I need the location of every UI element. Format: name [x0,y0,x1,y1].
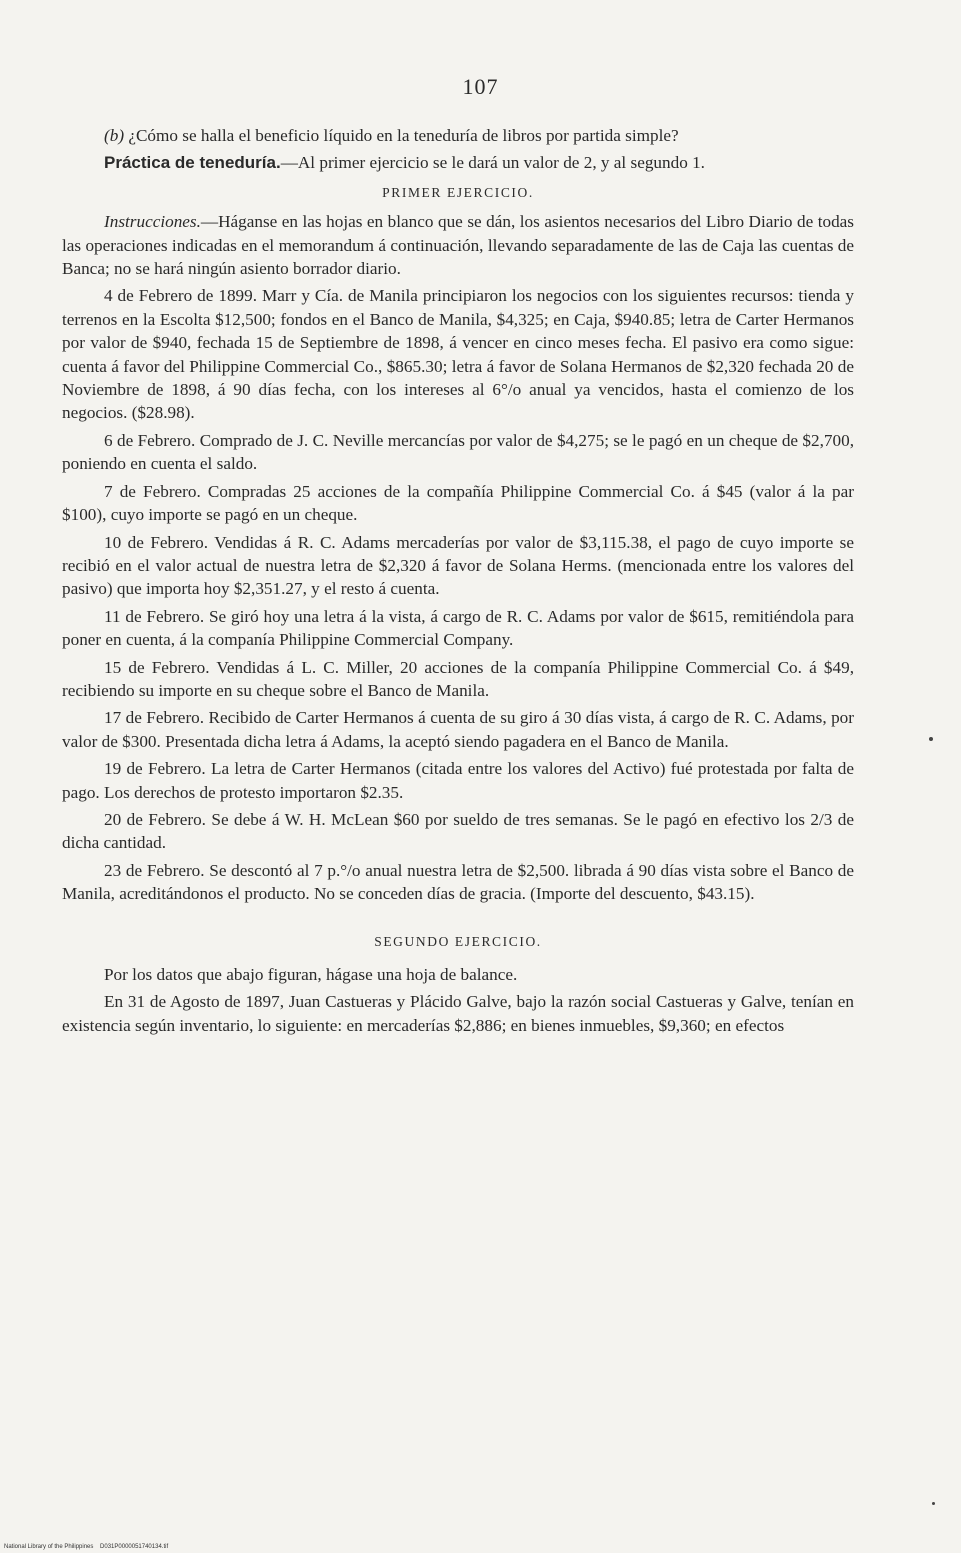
entry-paragraph: 23 de Febrero. Se descontó al 7 p.°/o anual nuestra letra de $2,500. librada á 90 días vista sobre el Banco de Manila, acreditándonos el producto. No se conceden días de gracia. (Importe del descuento, $43.15). [62,860,854,904]
scan-footer: National Library of the Philippines D031P0000051740134.tif [4,1544,169,1550]
segundo-paragraph: En 31 de Agosto de 1897, Juan Castueras y Plácido Galve, bajo la razón social Castueras y Galve, tenían en existencia según inventario, lo siguiente: en mercaderías $2,886; en bienes inmuebles, $9,360; en efectos [62,992,854,1035]
entry-paragraph: 17 de Febrero. Recibido de Carter Hermanos á cuenta de su giro á 30 días vista, á cargo de R. C. Adams, por valor de $300. Presentada dicha letra á Adams, la aceptó siendo pagadera en el Banco de Manila. [62,708,854,751]
scan-speck [929,737,933,741]
practica-heading: Práctica de teneduría. [104,153,281,173]
entry-paragraph: 15 de Febrero. Vendidas á L. C. Miller, 20 acciones de la companía Philippine Commercial Co. á $49, recibiendo su importe en su cheque sobre el Banco de Manila. [62,657,854,700]
instrucciones-label: Instrucciones. [104,212,201,232]
entry-paragraph: 19 de Febrero. La letra de Carter Hermanos (citada entre los valores del Activo) fué protestada por falta de pago. Los derechos de protesto importaron $2.35. [62,759,854,802]
entry-paragraph: 11 de Febrero. Se giró hoy una letra á la vista, á cargo de R. C. Adams por valor de $615, remitiéndola para poner en cuenta, á la companía Philippine Commercial Company. [62,606,854,650]
question-b-marker: (b) [104,126,125,145]
practica-paragraph [62,151,854,174]
question-b-paragraph [62,124,854,147]
instrucciones-paragraph [62,210,854,280]
primer-ejercicio-heading: PRIMER EJERCICIO. [382,184,534,200]
segundo-ejercicio-heading: SEGUNDO EJERCICIO. [374,933,542,949]
entry-paragraph: 20 de Febrero. Se debe á W. H. McLean $60 por sueldo de tres semanas. Se le pagó en efectivo los 2/3 de dicha cantidad. [62,809,854,853]
practica-text: —Al primer ejercicio se le dará un valor de 2, y al segundo 1. [280,153,705,173]
entry-paragraph: 6 de Febrero. Comprado de J. C. Neville mercancías por valor de $4,275; se le pagó en un cheque de $2,700, poniendo en cuenta el saldo. [62,430,854,474]
segundo-paragraph: Por los datos que abajo figuran, hágase una hoja de balance. [104,965,518,984]
entry-paragraph: 7 de Febrero. Compradas 25 acciones de la compañía Philippine Commercial Co. á $45 (valor á la par $100), cuyo importe se pagó en un cheque. [62,481,854,525]
entry-paragraph: 10 de Febrero. Vendidas á R. C. Adams mercaderías por valor de $3,115.38, el pago de cuyo importe se recibió en el valor actual de nuestra letra de $2,320 á favor de Solana Herms. (mencionada entre los valores del pasivo) que importa hoy $2,351.27, y el resto á cuenta. [62,532,854,599]
instrucciones-text: —Háganse en las hojas en blanco que se dán, los asientos necesarios del Libro Diario de todas las operaciones indicadas en el memorandum á continuación, llevando separadamente de las de Caja las cuentas de Banca; no se hará ningún asiento borrador diario. [62,212,854,279]
page-number: 107 [462,74,499,99]
page-content [62,124,854,1041]
scan-speck [932,1502,935,1505]
question-b-text: ¿Cómo se halla el beneficio líquido en la teneduría de libros por partida simple? [124,126,679,145]
entry-paragraph: 4 de Febrero de 1899. Marr y Cía. de Manila principiaron los negocios con los siguientes recursos: tienda y terrenos en la Escolta $12,500; fondos en el Banco de Manila, $4,325; en Caja, $940.85; letra de Carter Hermanos por valor de $940, fechada 15 de Septiembre de 1898, á vencer en cinco meses fecha. El pasivo era como sigue: cuenta á favor del Philippine Commercial Co., $865.30; letra á favor de Solana Hermanos de $2,320 fechada 20 de Noviembre de 1898, á 90 días fecha, con los intereses al 6°/o anual ya vencidos, hasta el comienzo de los negocios. ($28.98). [62,286,854,423]
